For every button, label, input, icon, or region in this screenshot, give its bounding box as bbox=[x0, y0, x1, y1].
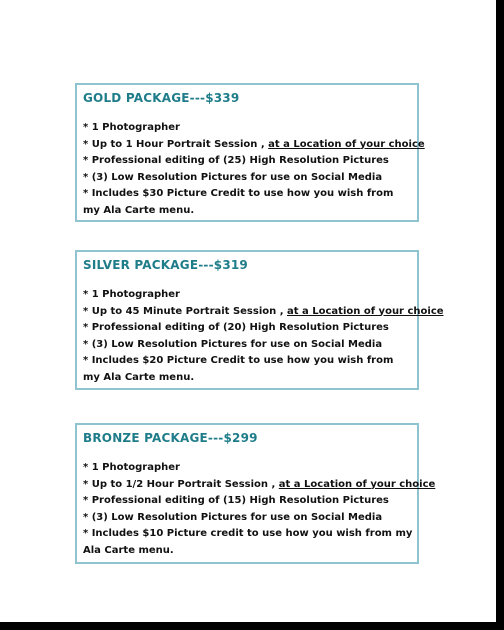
feature-line: * 1 Photographer bbox=[83, 122, 180, 133]
package-features bbox=[83, 460, 436, 559]
feature-line: * Includes $20 Picture Credit to use how you wish from my Ala Carte menu. bbox=[83, 355, 394, 383]
location-link[interactable]: at a Location of your choice bbox=[268, 138, 425, 150]
feature-line: * 1 Photographer bbox=[83, 289, 180, 300]
feature-line: * Includes $10 Picture credit to use how you wish from my Ala Carte menu. bbox=[83, 528, 413, 556]
feature-line: * Includes $30 Picture Credit to use how you wish from my Ala Carte menu. bbox=[83, 188, 394, 216]
package-title: GOLD PACKAGE---$339 bbox=[83, 91, 240, 105]
location-link[interactable]: at a Location of your choice bbox=[278, 478, 436, 490]
feature-line bbox=[83, 477, 436, 494]
feature-line bbox=[83, 304, 444, 321]
package-features bbox=[83, 287, 444, 386]
feature-line bbox=[83, 137, 425, 154]
location-link[interactable]: at a Location of your choice bbox=[287, 305, 444, 317]
feature-text: * Up to 1 Hour Portrait Session , bbox=[83, 138, 269, 150]
gold-package-card bbox=[75, 83, 425, 222]
package-title: SILVER PACKAGE---$319 bbox=[83, 258, 248, 272]
feature-line: * 1 Photographer bbox=[83, 462, 180, 473]
feature-line: * Professional editing of (25) High Resolution Pictures bbox=[83, 155, 389, 166]
feature-line: * (3) Low Resolution Pictures for use on Social Media bbox=[83, 338, 383, 350]
package-features bbox=[83, 120, 425, 219]
silver-package-card bbox=[75, 250, 444, 390]
bronze-package-card bbox=[75, 423, 436, 564]
package-title: BRONZE PACKAGE---$299 bbox=[83, 431, 258, 445]
feature-line: * (3) Low Resolution Pictures for use on Social Media bbox=[83, 171, 383, 183]
feature-line: * Professional editing of (20) High Resolution Pictures bbox=[83, 322, 389, 333]
feature-line: * (3) Low Resolution Pictures for use on Social Media bbox=[83, 511, 383, 523]
feature-line: * Professional editing of (15) High Resolution Pictures bbox=[83, 495, 389, 506]
feature-text: * Up to 1/2 Hour Portrait Session , bbox=[83, 478, 279, 490]
feature-text: * Up to 45 Minute Portrait Session , bbox=[83, 305, 288, 317]
